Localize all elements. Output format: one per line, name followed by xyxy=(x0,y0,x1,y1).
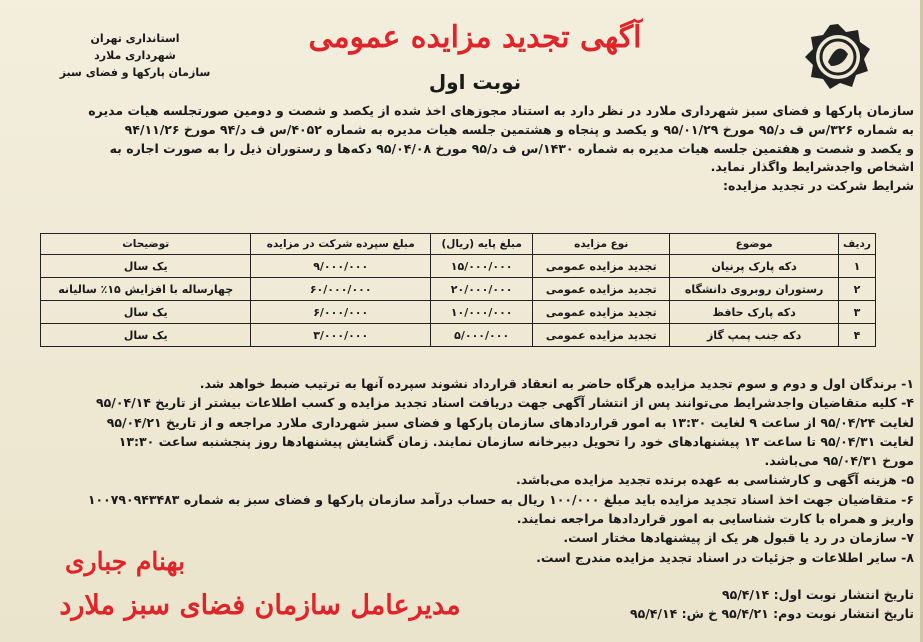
term-line: ۴- کلیه متقاضیان واجدشرایط می‌توانند پس از انتشار آگهی جهت دریافت اسناد تجدید مزایده و کسب اطلاعات بیشتر از تاریخ ۹۵/۰۴/۱۴ xyxy=(96,395,914,411)
term-line: ۸- سایر اطلاعات و جزئیات در اسناد تجدید مزایده مندرج است. xyxy=(536,549,914,565)
table-cell: ۱۰/۰۰۰/۰۰۰ xyxy=(431,301,533,324)
table-cell: ۶/۰۰۰/۰۰۰ xyxy=(251,301,431,324)
term-line: لغایت ۹۵/۰۴/۲۴ از ساعت ۹ لغایت ۱۳:۳۰ به امور قراردادهای سازمان پارکها و فضای سبز شهرداری ملارد مراجعه و از تاریخ ۹۵/۰۴/۲۱ xyxy=(106,414,914,430)
table-row xyxy=(41,301,876,324)
agency-block xyxy=(40,30,230,81)
signer-title: مدیرعامل سازمان فضای سبز ملارد xyxy=(59,590,461,621)
column-header: موضوع xyxy=(670,234,839,255)
table-cell: چهارساله با افزایش ۱۵٪ سالیانه xyxy=(41,278,251,301)
table-cell: ۳/۰۰۰/۰۰۰ xyxy=(251,324,431,347)
column-header: توضیحات xyxy=(41,234,251,255)
table-cell: تجدید مزایده عمومی xyxy=(533,255,670,278)
signer-name: بهنام جباری xyxy=(64,547,186,576)
table-cell: دکه پارک حافظ xyxy=(670,301,839,324)
column-header: مبلغ سپرده شرکت در مزایده xyxy=(251,234,431,255)
table-cell: تجدید مزایده عمومی xyxy=(533,324,670,347)
intro-line: سازمان پارکها و فضای سبز شهرداری ملارد در نظر دارد به استناد مجوزهای اخذ شده از یکصد و شصت و دومین صورتجلسه هیات مدیره xyxy=(88,103,914,118)
column-header: مبلغ پایه (ریال) xyxy=(431,234,533,255)
table-cell: دکه پارک پرنیان xyxy=(670,255,839,278)
publication-dates xyxy=(540,585,914,623)
term-line: ۷- سازمان در رد یا قبول هر یک از پیشنهادها مختار است. xyxy=(563,530,914,546)
table-cell: ۱۵/۰۰۰/۰۰۰ xyxy=(431,255,533,278)
agency-line: سازمان پارکها و فضای سبز xyxy=(59,66,211,79)
term-line: ۶- متقاضیان جهت اخذ اسناد تجدید مزایده باید مبلغ ۱۰۰/۰۰۰ ریال به حساب درآمد سازمان پارکها و فضای سبز به شماره ۱۰۰۷۹۰۹۴۳۴۸۳ xyxy=(87,491,914,507)
table-cell: دکه جنب پمپ گاز xyxy=(670,324,839,347)
table-cell: یک سال xyxy=(41,301,251,324)
agency-line: استانداری تهران xyxy=(90,32,180,45)
term-line: ۵- هزینه آگهی و کارشناسی به عهده برنده تجدید مزایده می‌باشد. xyxy=(516,472,914,488)
term-line: واریز و همراه با کارت شناسایی به امور قراردادها مراجعه نمایند. xyxy=(516,511,914,527)
municipality-emblem-icon xyxy=(803,22,873,92)
table-row xyxy=(41,255,876,278)
table-cell: ۳ xyxy=(839,301,876,324)
table-cell: یک سال xyxy=(41,324,251,347)
term-line: لغایت ۹۵/۰۴/۳۱ تا ساعت ۱۳ پیشنهادهای خود را تحویل دبیرخانه سازمان نمایند. زمان گشایش پیشنهادها روز پنجشنبه ساعت ۱۳:۳۰ xyxy=(118,433,914,449)
page-title: آگهی تجدید مزایده عمومی xyxy=(308,20,642,55)
table-cell: ۲ xyxy=(839,278,876,301)
term-line: ۱- برندگان اول و دوم و سوم تجدید مزایده هرگاه حاضر به انعقاد قرارداد نشوند سپرده آنها به ترتیب ضبط خواهد شد. xyxy=(199,376,914,391)
term-line: مورخ ۹۵/۰۴/۳۱ می‌باشد. xyxy=(764,453,914,469)
table-cell: ۶۰/۰۰۰/۰۰۰ xyxy=(251,278,431,301)
auction-table xyxy=(40,233,876,347)
table-header-row xyxy=(41,234,876,255)
table-row xyxy=(41,324,876,347)
intro-paragraph xyxy=(8,102,914,196)
date-line: تاریخ انتشار نوبت دوم: ۹۵/۴/۲۱ خ ش: ۹۵/۴/۱۴ xyxy=(629,606,914,621)
intro-line: اشخاص واجدشرایط واگذار نماید. xyxy=(710,159,914,175)
column-header: ردیف xyxy=(839,234,876,255)
intro-line: و یکصد و شصت و هفتمین جلسه هیات مدیره به شماره ۱۴۳۰/س ف د/۹۵ مورخ ۹۵/۰۴/۰۸ دکه‌ها و رستوران ذیل را به صورت اجاره به xyxy=(109,140,914,156)
table-cell: یک سال xyxy=(41,255,251,278)
table-cell: تجدید مزایده عمومی xyxy=(533,278,670,301)
table-cell: ۵/۰۰۰/۰۰۰ xyxy=(431,324,533,347)
intro-line: شرایط شرکت در تجدید مزایده: xyxy=(723,178,914,194)
table-cell: ۱ xyxy=(839,255,876,278)
date-line: تاریخ انتشار نوبت اول: ۹۵/۴/۱۴ xyxy=(721,587,914,602)
table-cell: ۹/۰۰۰/۰۰۰ xyxy=(251,255,431,278)
terms-list xyxy=(8,374,914,567)
intro-line: به شماره ۳۲۶/س ف د/۹۵ مورخ ۹۵/۰۱/۲۹ و یکصد و پنجاه و هشتمین جلسه هیات مدیره به شماره ۴۰۵۲/س ف د/۹۴ مورخ ۹۴/۱۱/۲۶ xyxy=(124,121,914,137)
table-cell: رستوران روبروی دانشگاه xyxy=(670,278,839,301)
table-cell: ۲۰/۰۰۰/۰۰۰ xyxy=(431,278,533,301)
column-header: نوع مزایده xyxy=(533,234,670,255)
table-cell: ۴ xyxy=(839,324,876,347)
agency-line: شهرداری ملارد xyxy=(94,49,176,62)
table-cell: تجدید مزایده عمومی xyxy=(533,301,670,324)
table-row xyxy=(41,278,876,301)
page-subtitle: نوبت اول xyxy=(428,70,522,94)
